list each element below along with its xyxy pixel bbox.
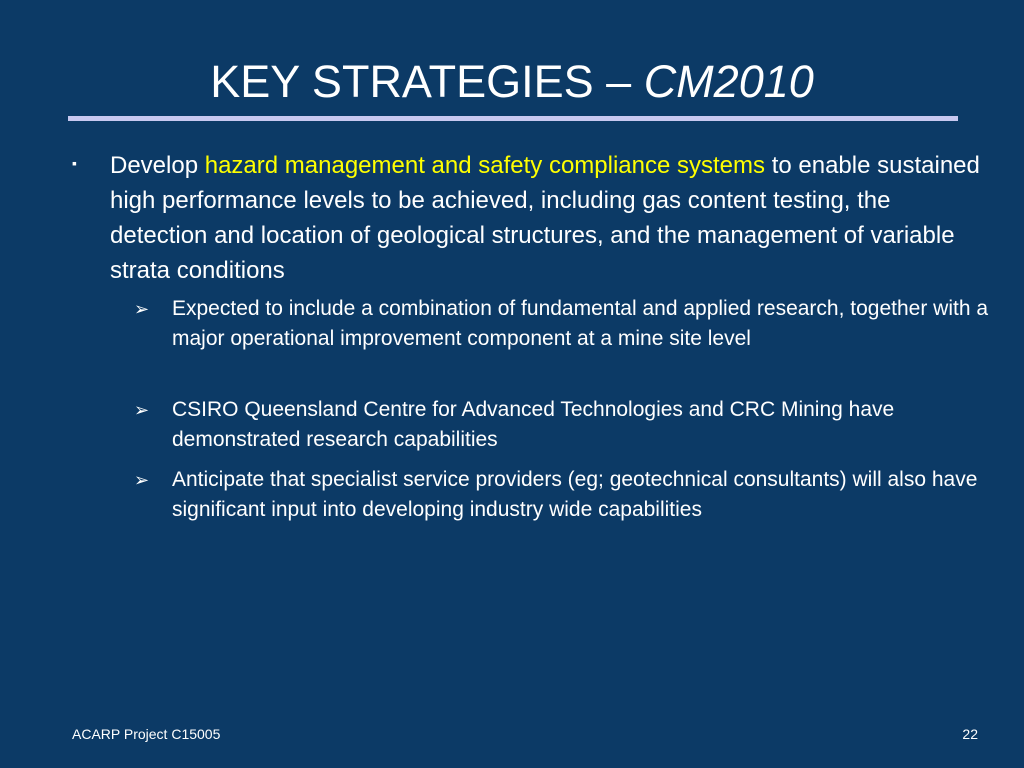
page-number: 22 <box>962 726 978 742</box>
bullet-prefix: Develop <box>110 152 205 179</box>
title-main: KEY STRATEGIES – <box>210 56 644 107</box>
title-italic: CM2010 <box>643 56 814 107</box>
arrow-bullet-icon: ➢ <box>134 299 150 319</box>
title-divider <box>68 116 958 121</box>
sub-bullet: Anticipate that specialist service providers (eg; geotechnical consultants) will also have significant input into developing industry wide capabilities <box>172 468 978 521</box>
arrow-bullet-icon: ➢ <box>134 400 150 420</box>
slide-title <box>0 54 1024 110</box>
sub-bullet: Expected to include a combination of fundamental and applied research, together with a major operational improvement component at a mine site level <box>172 297 989 350</box>
footer-project: ACARP Project C15005 <box>72 726 221 742</box>
main-bullet <box>110 148 980 288</box>
bullet-suffix: to enable sustained high performance levels to be achieved, including gas content testing, the detection and location of geological structures, and the management of variable strata conditions <box>110 152 980 284</box>
bullet-highlight: hazard management and safety compliance systems <box>204 152 766 179</box>
arrow-bullet-icon: ➢ <box>134 470 150 490</box>
square-bullet-icon: ▪ <box>72 155 77 171</box>
sub-bullet: CSIRO Queensland Centre for Advanced Technologies and CRC Mining have demonstrated research capabilities <box>172 398 895 451</box>
